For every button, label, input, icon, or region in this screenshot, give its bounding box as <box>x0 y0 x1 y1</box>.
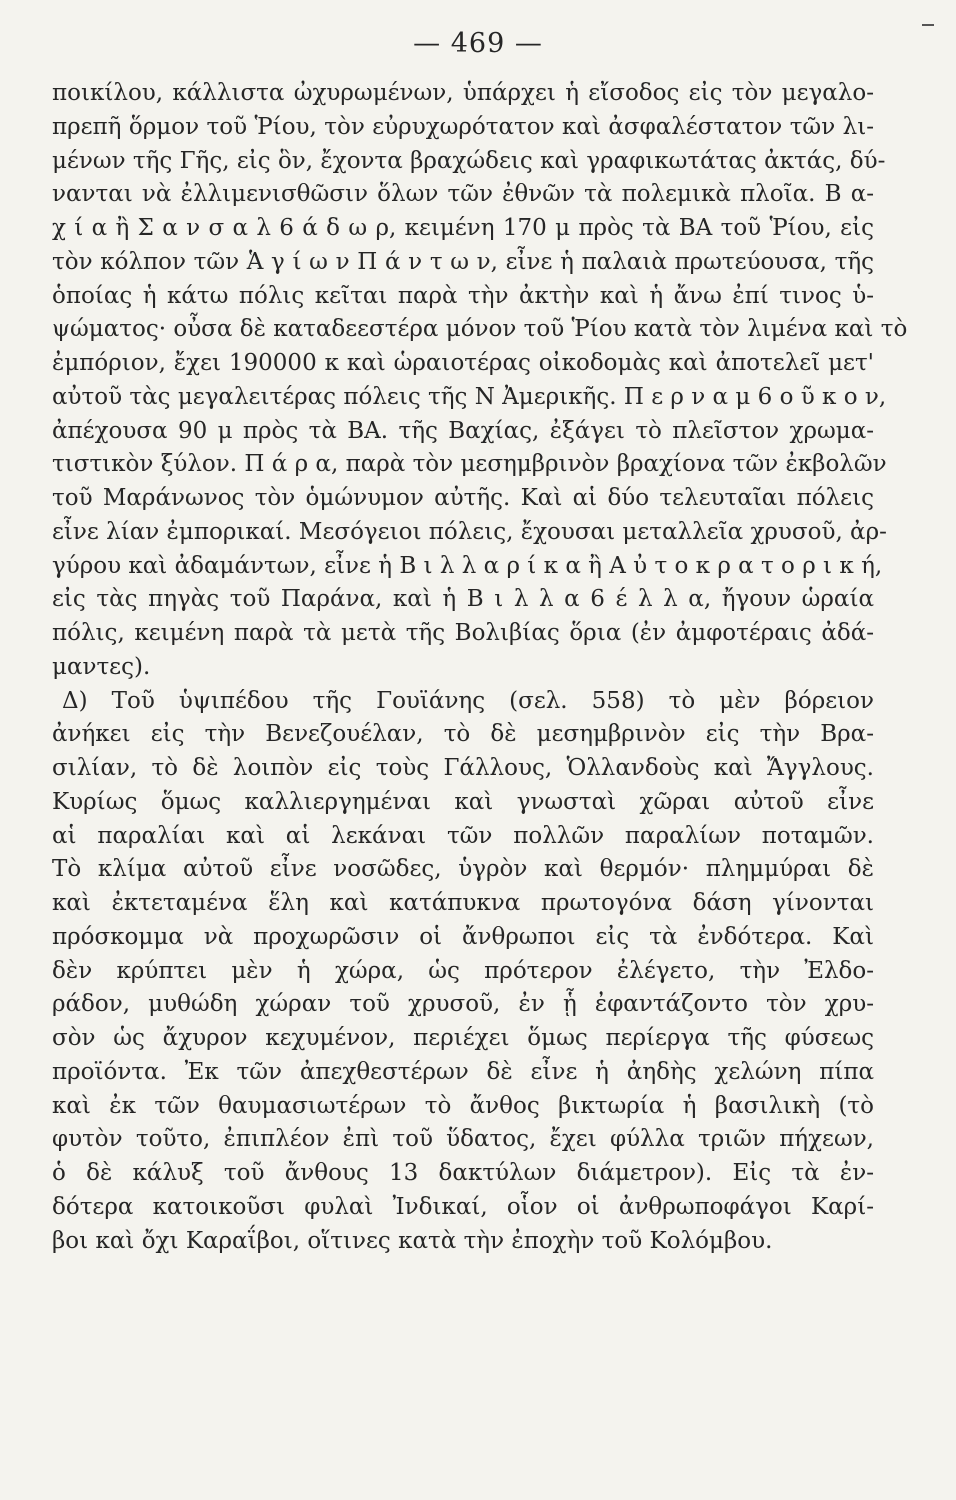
corner-mark <box>922 24 934 26</box>
text-line: ψώματος· οὖσα δὲ καταδεεστέρα μόνον τοῦ Ῥίου κατὰ τὸν λιμένα καὶ τὸ <box>52 316 908 343</box>
text-line: ἀνήκει εἰς τὴν Βενεζουέλαν, τὸ δὲ μεσημβρινὸν εἰς τὴν Βρα- <box>52 721 874 748</box>
text-line: βοι καὶ ὄχι Καραΐβοι, οἵτινες κατὰ τὴν ἐποχὴν τοῦ Κολόμβου. <box>52 1227 773 1254</box>
text-line: χ ί α ἢ Σ α ν σ α λ 6 ά δ ω ρ, κειμένη 170 μ πρὸς τὰ ΒΑ τοῦ Ῥίου, εἰς <box>52 215 874 241</box>
text-line: τὸν κόλπον τῶν Ἁ γ ί ω ν Π ά ν τ ω ν, εἶνε ἡ παλαιὰ πρωτεύουσα, τῆς <box>52 248 874 275</box>
page-number: — 469 — <box>413 28 543 59</box>
text-line: καὶ ἐκ τῶν θαυμασιωτέρων τὸ ἄνθος βικτωρία ἡ βασιλικὴ (τὸ <box>52 1092 874 1119</box>
text-line: ἐμπόριον, ἔχει 190000 κ καὶ ὡραιοτέρας οἰκοδομὰς καὶ ἀποτελεῖ μετ' <box>52 350 874 376</box>
text-line: Κυρίως ὅμως καλλιεργημέναι καὶ γνωσταὶ χῶραι αὐτοῦ εἶνε <box>52 788 874 815</box>
text-line: Τὸ κλίμα αὐτοῦ εἶνε νοσῶδες, ὑγρὸν καὶ θερμόν· πλημμύραι δὲ <box>52 856 874 883</box>
text-line: γύρου καὶ ἀδαμάντων, εἶνε ἡ Β ι λ λ α ρ ί κ α ἢ Α ὐ τ ο κ ρ α τ ο ρ ι κ ή, <box>52 552 883 579</box>
text-line: ὁ δὲ κάλυξ τοῦ ἄνθους 13 δακτύλων διάμετρον). Εἰς τὰ ἐν- <box>52 1160 874 1186</box>
text-line: δότερα κατοικοῦσι φυλαὶ Ἰνδικαί, οἷον οἱ ἀνθρωποφάγοι Καρί- <box>52 1193 874 1220</box>
text-line: φυτὸν τοῦτο, ἐπιπλέον ἐπὶ τοῦ ὕδατος, ἔχει φύλλα τριῶν πήχεων, <box>52 1126 874 1153</box>
text-line: εἰς τὰς πηγὰς τοῦ Παράνα, καὶ ἡ Β ι λ λ α 6 έ λ λ α, ἤγουν ὡραία <box>52 586 874 613</box>
text-line: ποικίλου, κάλλιστα ὠχυρωμένων, ὑπάρχει ἡ εἴσοδος εἰς τὸν μεγαλο- <box>52 80 874 106</box>
text-line: δὲν κρύπτει μὲν ἡ χώρα, ὡς πρότερον ἐλέγετο, τὴν Ἐλδο- <box>52 957 874 984</box>
text-line: σιλίαν, τὸ δὲ λοιπὸν εἰς τοὺς Γάλλους, Ὁλλανδοὺς καὶ Ἄγγλους. <box>52 755 874 781</box>
text-line: πόλις, κειμένη παρὰ τὰ μετὰ τῆς Βολιβίας ὅρια (ἐν ἀμφοτέραις ἀδά- <box>52 620 874 646</box>
text-line: ράδον, μυθώδη χώραν τοῦ χρυσοῦ, ἐν ᾗ ἐφαντάζοντο τὸν χρυ- <box>52 991 874 1018</box>
body-text <box>52 77 908 1258</box>
text-line: πρεπῆ ὅρμον τοῦ Ῥίου, τὸν εὐρυχωρότατον καὶ ἀσφαλέστατον τῶν λι- <box>52 113 874 140</box>
text-line: νανται νὰ ἐλλιμενισθῶσιν ὅλων τῶν ἐθνῶν τὰ πολεμικὰ πλοῖα. Β α- <box>52 181 874 208</box>
text-line: σὸν ὡς ἄχυρον κεχυμένον, περιέχει ὅμως περίεργα τῆς φύσεως <box>52 1025 874 1051</box>
text-line: Δ) Τοῦ ὑψιπέδου τῆς Γουϊάνης (σελ. 558) τὸ μὲν βόρειον <box>62 687 874 714</box>
text-line: μαντες). <box>52 653 151 680</box>
text-line: τοῦ Μαράνωνος τὸν ὁμώνυμον αὐτῆς. Καὶ αἱ δύο τελευταῖαι πόλεις <box>52 485 874 511</box>
text-line: τιστικὸν ξύλον. Π ά ρ α, παρὰ τὸν μεσημβρινὸν βραχίονα τῶν ἐκβολῶν <box>52 451 887 478</box>
text-line: ἀπέχουσα 90 μ πρὸς τὰ ΒΑ. τῆς Βαχίας, ἐξάγει τὸ πλεῖστον χρωμα- <box>52 417 874 444</box>
text-line: πρόσκομμα νὰ προχωρῶσιν οἱ ἄνθρωποι εἰς τὰ ἐνδότερα. Καὶ <box>52 923 874 950</box>
text-line: ὁποίας ἡ κάτω πόλις κεῖται παρὰ τὴν ἀκτὴν καὶ ἡ ἄνω ἐπί τινος ὑ- <box>52 282 874 309</box>
text-line: μένων τῆς Γῆς, εἰς ὃν, ἔχοντα βραχώδεις καὶ γραφικωτάτας ἀκτάς, δύ- <box>52 147 886 174</box>
text-line: αἱ παραλίαι καὶ αἱ λεκάναι τῶν πολλῶν παραλίων ποταμῶν. <box>52 822 874 849</box>
text-line: προϊόντα. Ἐκ τῶν ἀπεχθεστέρων δὲ εἶνε ἡ ἀηδὴς χελώνη πίπα <box>52 1058 874 1085</box>
text-line: καὶ ἐκτεταμένα ἕλη καὶ κατάπυκνα πρωτογόνα δάση γίνονται <box>52 890 874 916</box>
text-line: εἶνε λίαν ἐμπορικαί. Μεσόγειοι πόλεις, ἔχουσαι μεταλλεῖα χρυσοῦ, ἀρ- <box>52 518 887 545</box>
text-line: αὐτοῦ τὰς μεγαλειτέρας πόλεις τῆς Ν Ἀμερικῆς. Π ε ρ ν α μ 6 ο ῦ κ ο ν, <box>52 383 887 410</box>
